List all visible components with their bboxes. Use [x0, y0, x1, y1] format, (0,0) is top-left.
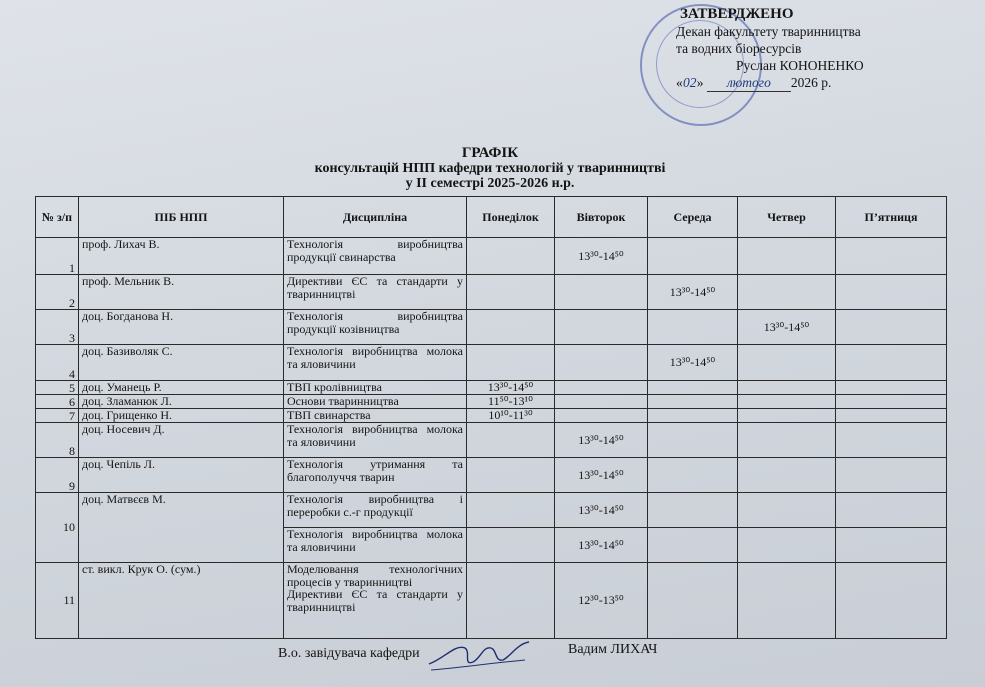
discipline: Директиви ЄС та стандарти у тваринництві — [284, 275, 467, 310]
title-line3: у II семестрі 2025-2026 н.р. — [405, 176, 575, 191]
discipline: Технологія виробництва і переробки с.-г продукції — [284, 493, 467, 528]
discipline: Технологія виробництва продукції козівництва — [284, 310, 467, 345]
approval-block — [676, 6, 976, 92]
discipline: Технологія виробництва молока та яловичини — [284, 345, 467, 381]
handwritten-signature — [425, 634, 535, 674]
consultation-time: 13³⁰-14⁵⁰ — [555, 238, 648, 275]
consultation-time: 11⁵⁰-13¹⁰ — [467, 395, 555, 409]
footer-name: Вадим ЛИХАЧ — [568, 642, 658, 657]
row-number: 8 — [36, 423, 79, 458]
consultation-time: 13³⁰-14⁵⁰ — [555, 528, 648, 563]
row-number: 5 — [36, 381, 79, 395]
table-header-row — [36, 197, 947, 238]
title-line2: консультацій НПП кафедри технологій у тваринництві — [314, 161, 666, 176]
row-number: 4 — [36, 345, 79, 381]
table-row — [36, 423, 947, 458]
consultation-time: 13³⁰-14⁵⁰ — [467, 381, 555, 395]
discipline: Моделювання технологічних процесів у тваринництві — [287, 562, 463, 589]
teacher-name: доц. Матвєєв М. — [79, 493, 284, 563]
approval-title: ЗАТВЕРДЖЕНО — [680, 6, 794, 22]
teacher-name: проф. Лихач В. — [79, 238, 284, 275]
header-discipline: Дисципліна — [284, 197, 467, 238]
teacher-name: доц. Базиволяк С. — [79, 345, 284, 381]
footer-position: В.о. завідувача кафедри — [278, 646, 420, 661]
row-number: 9 — [36, 458, 79, 493]
approval-position-line2: та водних біоресурсів — [676, 41, 802, 56]
schedule-title — [250, 146, 730, 191]
approval-signatory — [736, 57, 976, 74]
approval-date-month: лютого — [707, 74, 791, 92]
table-row — [36, 238, 947, 275]
discipline: Директиви ЄС та стандарти у тваринництві — [287, 587, 463, 614]
header-thursday: Четвер — [738, 197, 836, 238]
consultation-time: 13³⁰-14⁵⁰ — [738, 310, 836, 345]
discipline: ТВП кролівництва — [284, 381, 467, 395]
consultation-time: 13³⁰-14⁵⁰ — [555, 493, 648, 528]
discipline: Основи тваринництва — [284, 395, 467, 409]
header-name: ПІБ НПП — [79, 197, 284, 238]
consultation-time: 10¹⁰-11³⁰ — [467, 409, 555, 423]
discipline: Технологія виробництва молока та яловичини — [284, 528, 467, 563]
approval-signatory-name: Руслан КОНОНЕНКО — [736, 58, 864, 73]
approval-position-line1: Декан факультету тваринництва — [676, 24, 861, 39]
table-row — [36, 345, 947, 381]
table-row — [36, 409, 947, 423]
teacher-name: ст. викл. Крук О. (сум.) — [79, 563, 284, 639]
teacher-name: доц. Зламанюк Л. — [79, 395, 284, 409]
consultation-time: 13³⁰-14⁵⁰ — [648, 345, 738, 381]
row-number: 7 — [36, 409, 79, 423]
header-num: № з/п — [36, 197, 79, 238]
consultation-time: 13³⁰-14⁵⁰ — [555, 458, 648, 493]
header-friday: П’ятниця — [836, 197, 947, 238]
consultation-time: 12³⁰-13⁵⁰ — [555, 563, 648, 639]
consultation-time: 13³⁰-14⁵⁰ — [648, 275, 738, 310]
table-row — [36, 310, 947, 345]
row-number: 1 — [36, 238, 79, 275]
title-line1: ГРАФІК — [461, 145, 519, 161]
header-monday: Понеділок — [467, 197, 555, 238]
discipline-group — [284, 563, 467, 639]
row-number: 3 — [36, 310, 79, 345]
teacher-name: доц. Чепіль Л. — [79, 458, 284, 493]
table-row — [36, 563, 947, 639]
teacher-name: доц. Носевич Д. — [79, 423, 284, 458]
teacher-name: доц. Уманець Р. — [79, 381, 284, 395]
discipline: Технологія виробництва продукції свинарства — [284, 238, 467, 275]
row-number: 11 — [36, 563, 79, 639]
table-row — [36, 493, 947, 528]
row-number: 10 — [36, 493, 79, 563]
header-wednesday: Середа — [648, 197, 738, 238]
row-number: 6 — [36, 395, 79, 409]
discipline: ТВП свинарства — [284, 409, 467, 423]
teacher-name: проф. Мельник В. — [79, 275, 284, 310]
consultation-table — [35, 196, 947, 639]
row-number: 2 — [36, 275, 79, 310]
table-row — [36, 458, 947, 493]
discipline: Технологія виробництва молока та яловичини — [284, 423, 467, 458]
approval-date: «02» лютого 2026 р. — [676, 75, 832, 90]
approval-date-year: 2026 р. — [790, 75, 832, 90]
header-tuesday: Вівторок — [555, 197, 648, 238]
teacher-name: доц. Грищенко Н. — [79, 409, 284, 423]
discipline: Технологія утримання та благополуччя тварин — [284, 458, 467, 493]
teacher-name: доц. Богданова Н. — [79, 310, 284, 345]
consultation-time: 13³⁰-14⁵⁰ — [555, 423, 648, 458]
table-row — [36, 275, 947, 310]
table-row — [36, 381, 947, 395]
approval-date-day: 02 — [683, 75, 697, 90]
table-row — [36, 395, 947, 409]
